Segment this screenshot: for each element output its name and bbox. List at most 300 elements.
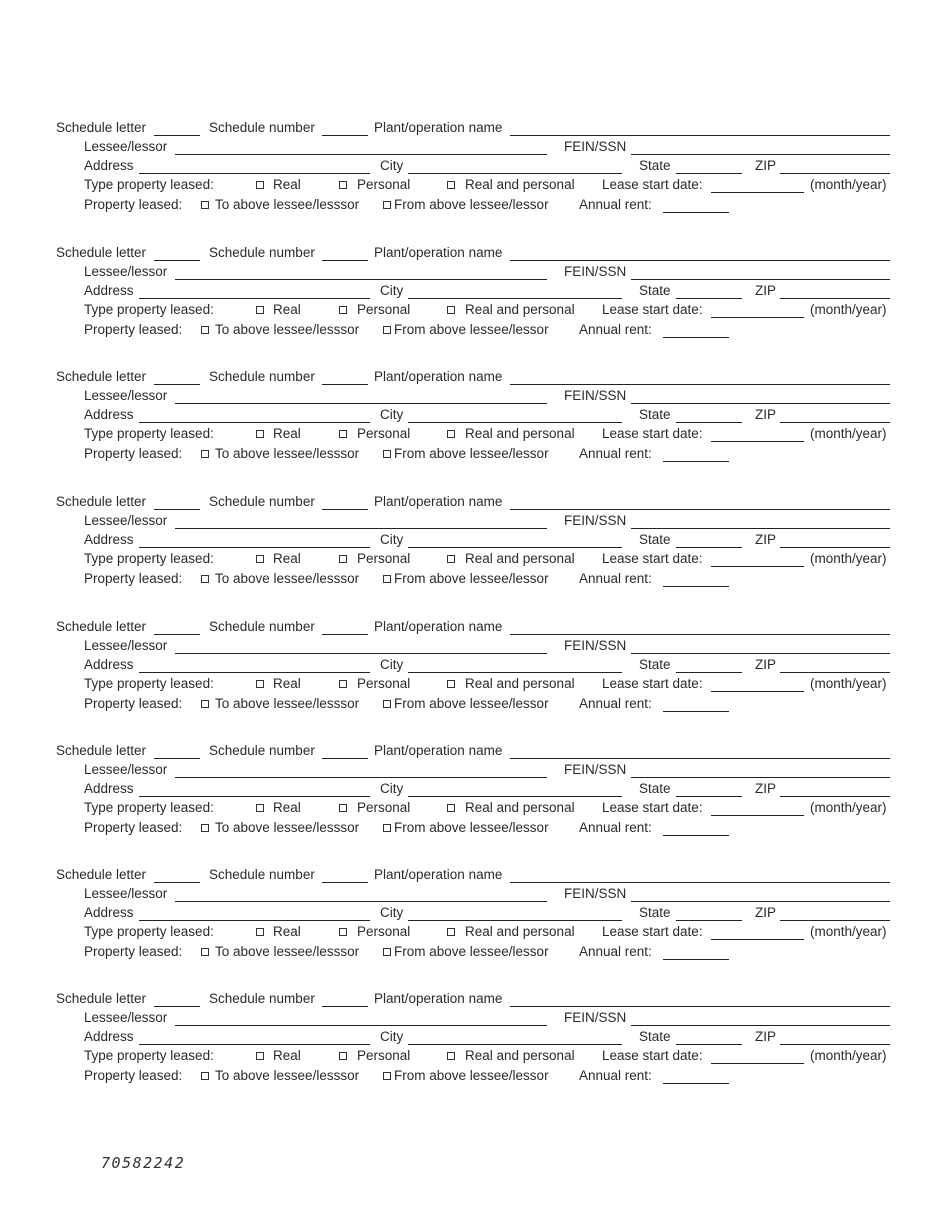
personal-checkbox[interactable] <box>339 928 347 936</box>
lessee-lessor-field[interactable] <box>175 653 547 654</box>
schedule-row <box>0 991 950 1009</box>
real-and-personal-checkbox[interactable] <box>447 181 455 189</box>
lease-schedule-block <box>0 369 950 469</box>
lessee-lessor-label: Lessee/lessor <box>84 139 168 154</box>
personal-label: Personal <box>357 426 411 441</box>
lease-schedule-block <box>0 245 950 345</box>
schedule-row <box>0 619 950 637</box>
lessee-lessor-label: Lessee/lessor <box>84 513 168 528</box>
lessee-row <box>0 139 950 157</box>
zip-field[interactable] <box>780 298 890 299</box>
fein-ssn-field[interactable] <box>631 653 890 654</box>
schedule-row <box>0 245 950 263</box>
to-above-checkbox[interactable] <box>201 450 209 458</box>
personal-label: Personal <box>357 924 411 939</box>
real-checkbox[interactable] <box>256 181 264 189</box>
type-property-row <box>0 302 950 320</box>
lessee-lessor-field[interactable] <box>175 154 547 155</box>
type-property-row <box>0 800 950 818</box>
property-leased-row <box>0 696 950 714</box>
real-and-personal-checkbox[interactable] <box>447 1052 455 1060</box>
annual-rent-field[interactable] <box>663 1083 729 1084</box>
annual-rent-field[interactable] <box>663 835 729 836</box>
lessee-lessor-label: Lessee/lessor <box>84 886 168 901</box>
zip-field[interactable] <box>780 672 890 673</box>
lessee-lessor-label: Lessee/lessor <box>84 1010 168 1025</box>
real-checkbox[interactable] <box>256 1052 264 1060</box>
lessee-lessor-field[interactable] <box>175 279 547 280</box>
lessee-row <box>0 388 950 406</box>
schedule-number-label: Schedule number <box>209 991 315 1006</box>
lease-schedule-block <box>0 867 950 967</box>
annual-rent-field[interactable] <box>663 337 729 338</box>
lease-start-date-label: Lease start date: <box>602 924 703 939</box>
schedule-number-field[interactable] <box>322 135 368 136</box>
month-year-hint: (month/year) <box>810 177 887 192</box>
real-and-personal-checkbox[interactable] <box>447 928 455 936</box>
zip-field[interactable] <box>780 422 890 423</box>
address-label: Address <box>84 905 134 920</box>
month-year-hint: (month/year) <box>810 924 887 939</box>
to-above-label: To above lessee/lesssor <box>215 197 360 212</box>
personal-checkbox[interactable] <box>339 804 347 812</box>
to-above-checkbox[interactable] <box>201 824 209 832</box>
fein-ssn-field[interactable] <box>631 901 890 902</box>
lessee-row <box>0 264 950 282</box>
property-leased-row <box>0 944 950 962</box>
lessee-row <box>0 513 950 531</box>
to-above-checkbox[interactable] <box>201 948 209 956</box>
address-label: Address <box>84 1029 134 1044</box>
lease-start-date-field[interactable] <box>711 815 804 816</box>
property-leased-row <box>0 197 950 215</box>
month-year-hint: (month/year) <box>810 1048 887 1063</box>
property-leased-label: Property leased: <box>84 446 183 461</box>
personal-label: Personal <box>357 177 411 192</box>
lessee-row <box>0 638 950 656</box>
real-checkbox[interactable] <box>256 680 264 688</box>
fein-ssn-label: FEIN/SSN <box>564 886 627 901</box>
city-field[interactable] <box>408 920 622 921</box>
real-checkbox[interactable] <box>256 306 264 314</box>
state-field[interactable] <box>676 422 742 423</box>
to-above-label: To above lessee/lesssor <box>215 944 360 959</box>
lease-start-date-label: Lease start date: <box>602 177 703 192</box>
address-field[interactable] <box>139 796 370 797</box>
plant-operation-name-field[interactable] <box>510 509 890 510</box>
property-leased-label: Property leased: <box>84 571 183 586</box>
property-leased-label: Property leased: <box>84 696 183 711</box>
zip-label: ZIP <box>755 781 777 796</box>
fein-ssn-label: FEIN/SSN <box>564 638 627 653</box>
lease-schedule-block <box>0 619 950 719</box>
address-field[interactable] <box>139 298 370 299</box>
address-field[interactable] <box>139 173 370 174</box>
lease-start-date-field[interactable] <box>711 441 804 442</box>
plant-operation-name-label: Plant/operation name <box>374 494 503 509</box>
fein-ssn-label: FEIN/SSN <box>564 762 627 777</box>
city-field[interactable] <box>408 672 622 673</box>
to-above-label: To above lessee/lesssor <box>215 696 360 711</box>
personal-label: Personal <box>357 1048 411 1063</box>
schedule-number-field[interactable] <box>322 384 368 385</box>
plant-operation-name-label: Plant/operation name <box>374 743 503 758</box>
to-above-checkbox[interactable] <box>201 1072 209 1080</box>
lessee-lessor-field[interactable] <box>175 901 547 902</box>
annual-rent-label: Annual rent: <box>579 820 652 835</box>
address-field[interactable] <box>139 1044 370 1045</box>
city-label: City <box>380 283 404 298</box>
real-and-personal-label: Real and personal <box>465 676 575 691</box>
plant-operation-name-label: Plant/operation name <box>374 867 503 882</box>
personal-label: Personal <box>357 800 411 815</box>
address-field[interactable] <box>139 920 370 921</box>
schedule-number-field[interactable] <box>322 509 368 510</box>
city-label: City <box>380 532 404 547</box>
city-label: City <box>380 781 404 796</box>
schedule-row <box>0 120 950 138</box>
annual-rent-field[interactable] <box>663 711 729 712</box>
state-label: State <box>639 1029 671 1044</box>
lease-start-date-field[interactable] <box>711 566 804 567</box>
lessee-lessor-label: Lessee/lessor <box>84 264 168 279</box>
from-above-checkbox[interactable] <box>383 575 391 583</box>
schedule-letter-field[interactable] <box>154 882 200 883</box>
schedule-letter-field[interactable] <box>154 634 200 635</box>
annual-rent-field[interactable] <box>663 212 729 213</box>
state-label: State <box>639 781 671 796</box>
state-label: State <box>639 532 671 547</box>
schedule-letter-label: Schedule letter <box>56 245 147 260</box>
schedule-number-label: Schedule number <box>209 494 315 509</box>
personal-checkbox[interactable] <box>339 555 347 563</box>
zip-field[interactable] <box>780 547 890 548</box>
schedule-row <box>0 494 950 512</box>
state-field[interactable] <box>676 920 742 921</box>
state-field[interactable] <box>676 173 742 174</box>
fein-ssn-label: FEIN/SSN <box>564 139 627 154</box>
annual-rent-label: Annual rent: <box>579 571 652 586</box>
lessee-lessor-field[interactable] <box>175 528 547 529</box>
plant-operation-name-label: Plant/operation name <box>374 991 503 1006</box>
state-label: State <box>639 657 671 672</box>
schedule-row <box>0 369 950 387</box>
to-above-label: To above lessee/lesssor <box>215 820 360 835</box>
annual-rent-label: Annual rent: <box>579 197 652 212</box>
schedule-number-label: Schedule number <box>209 369 315 384</box>
schedule-number-field[interactable] <box>322 758 368 759</box>
zip-label: ZIP <box>755 532 777 547</box>
schedule-row <box>0 743 950 761</box>
plant-operation-name-field[interactable] <box>510 384 890 385</box>
city-field[interactable] <box>408 422 622 423</box>
plant-operation-name-field[interactable] <box>510 882 890 883</box>
annual-rent-label: Annual rent: <box>579 446 652 461</box>
month-year-hint: (month/year) <box>810 426 887 441</box>
personal-label: Personal <box>357 302 411 317</box>
to-above-label: To above lessee/lesssor <box>215 322 360 337</box>
property-leased-label: Property leased: <box>84 197 183 212</box>
real-and-personal-checkbox[interactable] <box>447 306 455 314</box>
lease-start-date-label: Lease start date: <box>602 676 703 691</box>
real-and-personal-checkbox[interactable] <box>447 430 455 438</box>
schedule-number-label: Schedule number <box>209 619 315 634</box>
schedule-letter-label: Schedule letter <box>56 991 147 1006</box>
real-and-personal-checkbox[interactable] <box>447 555 455 563</box>
lease-start-date-label: Lease start date: <box>602 551 703 566</box>
property-leased-row <box>0 820 950 838</box>
type-property-leased-label: Type property leased: <box>84 551 214 566</box>
type-property-row <box>0 1048 950 1066</box>
fein-ssn-field[interactable] <box>631 528 890 529</box>
from-above-label: From above lessee/lessor <box>394 1068 549 1083</box>
schedule-number-label: Schedule number <box>209 245 315 260</box>
type-property-leased-label: Type property leased: <box>84 924 214 939</box>
month-year-hint: (month/year) <box>810 676 887 691</box>
to-above-checkbox[interactable] <box>201 575 209 583</box>
property-leased-row <box>0 446 950 464</box>
fein-ssn-field[interactable] <box>631 154 890 155</box>
city-label: City <box>380 657 404 672</box>
address-row <box>0 781 950 799</box>
zip-field[interactable] <box>780 920 890 921</box>
state-label: State <box>639 158 671 173</box>
lease-start-date-label: Lease start date: <box>602 426 703 441</box>
zip-field[interactable] <box>780 796 890 797</box>
lease-start-date-label: Lease start date: <box>602 302 703 317</box>
type-property-leased-label: Type property leased: <box>84 676 214 691</box>
address-label: Address <box>84 532 134 547</box>
state-field[interactable] <box>676 547 742 548</box>
lessee-lessor-label: Lessee/lessor <box>84 762 168 777</box>
real-and-personal-label: Real and personal <box>465 302 575 317</box>
plant-operation-name-label: Plant/operation name <box>374 120 503 135</box>
lease-start-date-field[interactable] <box>711 691 804 692</box>
annual-rent-label: Annual rent: <box>579 1068 652 1083</box>
personal-checkbox[interactable] <box>339 1052 347 1060</box>
personal-label: Personal <box>357 676 411 691</box>
lessee-lessor-label: Lessee/lessor <box>84 388 168 403</box>
property-leased-row <box>0 1068 950 1086</box>
real-label: Real <box>273 551 301 566</box>
schedule-letter-field[interactable] <box>154 1006 200 1007</box>
type-property-leased-label: Type property leased: <box>84 177 214 192</box>
address-row <box>0 657 950 675</box>
from-above-label: From above lessee/lessor <box>394 696 549 711</box>
type-property-leased-label: Type property leased: <box>84 800 214 815</box>
real-checkbox[interactable] <box>256 555 264 563</box>
real-and-personal-label: Real and personal <box>465 924 575 939</box>
month-year-hint: (month/year) <box>810 551 887 566</box>
city-label: City <box>380 905 404 920</box>
month-year-hint: (month/year) <box>810 800 887 815</box>
plant-operation-name-field[interactable] <box>510 260 890 261</box>
plant-operation-name-field[interactable] <box>510 634 890 635</box>
real-checkbox[interactable] <box>256 430 264 438</box>
address-field[interactable] <box>139 422 370 423</box>
lease-start-date-label: Lease start date: <box>602 1048 703 1063</box>
real-label: Real <box>273 924 301 939</box>
state-field[interactable] <box>676 1044 742 1045</box>
to-above-label: To above lessee/lesssor <box>215 1068 360 1083</box>
property-leased-row <box>0 322 950 340</box>
real-label: Real <box>273 177 301 192</box>
zip-field[interactable] <box>780 1044 890 1045</box>
state-field[interactable] <box>676 298 742 299</box>
fein-ssn-label: FEIN/SSN <box>564 388 627 403</box>
personal-checkbox[interactable] <box>339 306 347 314</box>
annual-rent-field[interactable] <box>663 586 729 587</box>
real-and-personal-checkbox[interactable] <box>447 804 455 812</box>
from-above-label: From above lessee/lessor <box>394 197 549 212</box>
fein-ssn-field[interactable] <box>631 1025 890 1026</box>
plant-operation-name-label: Plant/operation name <box>374 245 503 260</box>
from-above-label: From above lessee/lessor <box>394 322 549 337</box>
real-checkbox[interactable] <box>256 804 264 812</box>
fein-ssn-field[interactable] <box>631 279 890 280</box>
real-label: Real <box>273 800 301 815</box>
schedule-letter-label: Schedule letter <box>56 120 147 135</box>
annual-rent-label: Annual rent: <box>579 322 652 337</box>
zip-label: ZIP <box>755 158 777 173</box>
form-number: 70582242 <box>101 1154 186 1172</box>
real-checkbox[interactable] <box>256 928 264 936</box>
from-above-checkbox[interactable] <box>383 824 391 832</box>
real-and-personal-label: Real and personal <box>465 800 575 815</box>
city-field[interactable] <box>408 173 622 174</box>
from-above-checkbox[interactable] <box>383 326 391 334</box>
type-property-row <box>0 551 950 569</box>
lessee-lessor-field[interactable] <box>175 777 547 778</box>
property-leased-label: Property leased: <box>84 1068 183 1083</box>
month-year-hint: (month/year) <box>810 302 887 317</box>
property-leased-label: Property leased: <box>84 820 183 835</box>
schedule-letter-label: Schedule letter <box>56 619 147 634</box>
from-above-checkbox[interactable] <box>383 450 391 458</box>
address-row <box>0 407 950 425</box>
schedule-number-field[interactable] <box>322 882 368 883</box>
annual-rent-label: Annual rent: <box>579 944 652 959</box>
schedule-letter-label: Schedule letter <box>56 369 147 384</box>
property-leased-label: Property leased: <box>84 322 183 337</box>
lessee-row <box>0 1010 950 1028</box>
to-above-checkbox[interactable] <box>201 326 209 334</box>
to-above-checkbox[interactable] <box>201 700 209 708</box>
real-label: Real <box>273 426 301 441</box>
address-field[interactable] <box>139 672 370 673</box>
city-field[interactable] <box>408 1044 622 1045</box>
type-property-row <box>0 426 950 444</box>
lease-start-date-field[interactable] <box>711 939 804 940</box>
property-leased-label: Property leased: <box>84 944 183 959</box>
city-field[interactable] <box>408 547 622 548</box>
annual-rent-field[interactable] <box>663 461 729 462</box>
schedule-number-field[interactable] <box>322 634 368 635</box>
schedule-letter-field[interactable] <box>154 135 200 136</box>
schedule-row <box>0 867 950 885</box>
personal-checkbox[interactable] <box>339 430 347 438</box>
real-and-personal-checkbox[interactable] <box>447 680 455 688</box>
fein-ssn-label: FEIN/SSN <box>564 1010 627 1025</box>
address-label: Address <box>84 407 134 422</box>
from-above-checkbox[interactable] <box>383 1072 391 1080</box>
type-property-leased-label: Type property leased: <box>84 426 214 441</box>
address-label: Address <box>84 283 134 298</box>
lessee-lessor-label: Lessee/lessor <box>84 638 168 653</box>
lessee-row <box>0 886 950 904</box>
schedule-letter-label: Schedule letter <box>56 743 147 758</box>
annual-rent-label: Annual rent: <box>579 696 652 711</box>
schedule-number-label: Schedule number <box>209 120 315 135</box>
zip-label: ZIP <box>755 657 777 672</box>
schedule-number-label: Schedule number <box>209 743 315 758</box>
to-above-label: To above lessee/lesssor <box>215 446 360 461</box>
real-and-personal-label: Real and personal <box>465 551 575 566</box>
type-property-row <box>0 177 950 195</box>
state-field[interactable] <box>676 672 742 673</box>
schedule-letter-field[interactable] <box>154 758 200 759</box>
real-and-personal-label: Real and personal <box>465 177 575 192</box>
from-above-checkbox[interactable] <box>383 201 391 209</box>
from-above-checkbox[interactable] <box>383 700 391 708</box>
lease-start-date-field[interactable] <box>711 317 804 318</box>
property-leased-row <box>0 571 950 589</box>
real-label: Real <box>273 676 301 691</box>
fein-ssn-field[interactable] <box>631 777 890 778</box>
type-property-leased-label: Type property leased: <box>84 302 214 317</box>
from-above-checkbox[interactable] <box>383 948 391 956</box>
from-above-label: From above lessee/lessor <box>394 820 549 835</box>
zip-field[interactable] <box>780 173 890 174</box>
from-above-label: From above lessee/lessor <box>394 944 549 959</box>
plant-operation-name-field[interactable] <box>510 135 890 136</box>
personal-checkbox[interactable] <box>339 181 347 189</box>
real-label: Real <box>273 1048 301 1063</box>
address-row <box>0 283 950 301</box>
city-field[interactable] <box>408 796 622 797</box>
schedule-letter-field[interactable] <box>154 509 200 510</box>
zip-label: ZIP <box>755 407 777 422</box>
schedule-letter-label: Schedule letter <box>56 867 147 882</box>
lease-start-date-field[interactable] <box>711 192 804 193</box>
city-field[interactable] <box>408 298 622 299</box>
schedule-letter-field[interactable] <box>154 260 200 261</box>
annual-rent-field[interactable] <box>663 959 729 960</box>
plant-operation-name-field[interactable] <box>510 758 890 759</box>
state-label: State <box>639 283 671 298</box>
address-field[interactable] <box>139 547 370 548</box>
schedule-number-field[interactable] <box>322 1006 368 1007</box>
plant-operation-name-field[interactable] <box>510 1006 890 1007</box>
schedule-number-field[interactable] <box>322 260 368 261</box>
state-field[interactable] <box>676 796 742 797</box>
from-above-label: From above lessee/lessor <box>394 446 549 461</box>
personal-checkbox[interactable] <box>339 680 347 688</box>
fein-ssn-field[interactable] <box>631 403 890 404</box>
personal-label: Personal <box>357 551 411 566</box>
address-label: Address <box>84 158 134 173</box>
lessee-row <box>0 762 950 780</box>
state-label: State <box>639 905 671 920</box>
address-row <box>0 158 950 176</box>
state-label: State <box>639 407 671 422</box>
to-above-checkbox[interactable] <box>201 201 209 209</box>
lease-start-date-field[interactable] <box>711 1063 804 1064</box>
type-property-row <box>0 676 950 694</box>
lessee-lessor-field[interactable] <box>175 403 547 404</box>
lessee-lessor-field[interactable] <box>175 1025 547 1026</box>
schedule-letter-field[interactable] <box>154 384 200 385</box>
